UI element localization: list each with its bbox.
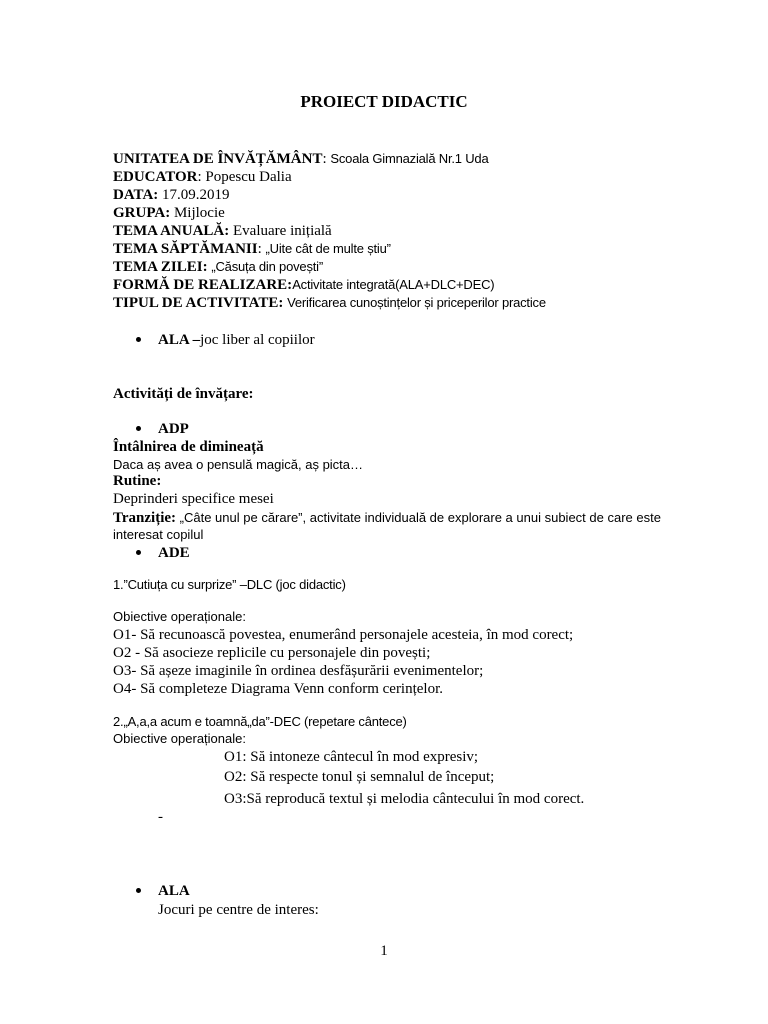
objective-item: O2 - Să asocieze replicile cu personajele din povești; bbox=[113, 645, 431, 661]
header-label: UNITATEA DE ÎNVĂȚĂMÂNT bbox=[113, 151, 323, 167]
header-value: Evaluare inițială bbox=[233, 223, 332, 239]
activity-2-title: 2.„A,a,a acum e toamnă„da”-DEC (repetare cântece) bbox=[113, 714, 407, 729]
header-unitatea: UNITATEA DE ÎNVĂȚĂMÂNT: Scoala Gimnazială Nr.1 Uda bbox=[113, 151, 489, 167]
rutine-text: Deprinderi specifice mesei bbox=[113, 491, 274, 507]
header-value: Scoala Gimnazială Nr.1 Uda bbox=[330, 151, 489, 166]
objective-item: O2: Să respecte tonul și semnalul de început; bbox=[224, 769, 495, 785]
intalnirea-text: Daca aș avea o pensulă magică, aș picta… bbox=[113, 457, 364, 472]
header-label: FORMĂ DE REALIZARE: bbox=[113, 277, 293, 293]
activity-1-title: 1.”Cutiuța cu surprize” –DLC (joc didactic) bbox=[113, 577, 346, 592]
header-label: EDUCATOR bbox=[113, 169, 198, 185]
header-tema-saptamanii: TEMA SĂPTĂMANII: „Uite cât de multe știu” bbox=[113, 241, 391, 257]
dash-item: - bbox=[158, 809, 163, 825]
tranzitie-label: Tranziție: bbox=[113, 510, 177, 526]
objective-item: O1- Să recunoască povestea, enumerând personajele acesteia, în mod corect; bbox=[113, 627, 574, 643]
ala-joc-liber bbox=[158, 331, 315, 349]
header-educator: EDUCATOR: Popescu Dalia bbox=[113, 169, 292, 185]
obiective-label: Obiective operaționale: bbox=[113, 609, 246, 624]
header-value: „Uite cât de multe știu” bbox=[265, 241, 391, 256]
header-data bbox=[113, 186, 230, 204]
header-grupa bbox=[113, 204, 225, 222]
document-title: PROIECT DIDACTIC bbox=[300, 92, 468, 111]
ala2-label: ALA bbox=[158, 883, 190, 899]
header-label: TEMA ZILEI: bbox=[113, 259, 208, 275]
ala2-text: Jocuri pe centre de interes: bbox=[158, 902, 319, 918]
header-value: 17.09.2019 bbox=[162, 187, 230, 203]
header-value: Verificarea cunoștințelor și priceperilor practice bbox=[287, 295, 546, 310]
bullet-icon bbox=[136, 337, 141, 342]
header-tema-anuala bbox=[113, 222, 332, 240]
header-value: „Căsuța din povești” bbox=[211, 259, 323, 274]
header-tema-zilei bbox=[113, 258, 323, 276]
tranzitie-text: „Câte unul pe cărare”, activitate individuală de explorare a unui subiect de care este bbox=[176, 510, 661, 525]
objective-item: O1: Să intoneze cântecul în mod expresiv; bbox=[224, 749, 479, 765]
header-tipul-activitate bbox=[113, 294, 546, 312]
header-label: GRUPA: bbox=[113, 205, 171, 221]
rutine-heading: Rutine: bbox=[113, 473, 162, 489]
header-label: TEMA ANUALĂ: bbox=[113, 223, 230, 239]
header-label: DATA: bbox=[113, 187, 159, 203]
header-label: TIPUL DE ACTIVITATE: bbox=[113, 295, 284, 311]
tranzitie-line bbox=[113, 509, 661, 527]
obiective-label-2: Obiective operaționale: bbox=[113, 731, 246, 746]
bullet-icon bbox=[136, 888, 141, 893]
activitati-heading: Activități de învățare: bbox=[113, 386, 254, 402]
tranzitie-text-cont: interesat copilul bbox=[113, 527, 204, 542]
ala-label: ALA – bbox=[158, 332, 201, 348]
bullet-icon bbox=[136, 426, 141, 431]
objective-item: O3:Să reproducă textul și melodia cântecului în mod corect. bbox=[224, 791, 585, 807]
bullet-icon bbox=[136, 550, 141, 555]
adp-label: ADP bbox=[158, 421, 189, 437]
header-value: Mijlocie bbox=[173, 205, 225, 221]
header-label: TEMA SĂPTĂMANII bbox=[113, 241, 258, 257]
ade-label: ADE bbox=[158, 545, 190, 561]
header-value: Popescu Dalia bbox=[205, 169, 292, 185]
ala-text: joc liber al copiilor bbox=[200, 332, 315, 348]
header-forma-realizare bbox=[113, 276, 494, 294]
page-number: 1 bbox=[380, 943, 388, 959]
objective-item: O3- Să așeze imaginile în ordinea desfășurării evenimentelor; bbox=[113, 663, 484, 679]
objective-item: O4- Să completeze Diagrama Venn conform cerințelor. bbox=[113, 681, 444, 697]
intalnirea-heading: Întâlnirea de dimineață bbox=[113, 439, 264, 455]
header-value: Activitate integrată(ALA+DLC+DEC) bbox=[292, 277, 495, 292]
